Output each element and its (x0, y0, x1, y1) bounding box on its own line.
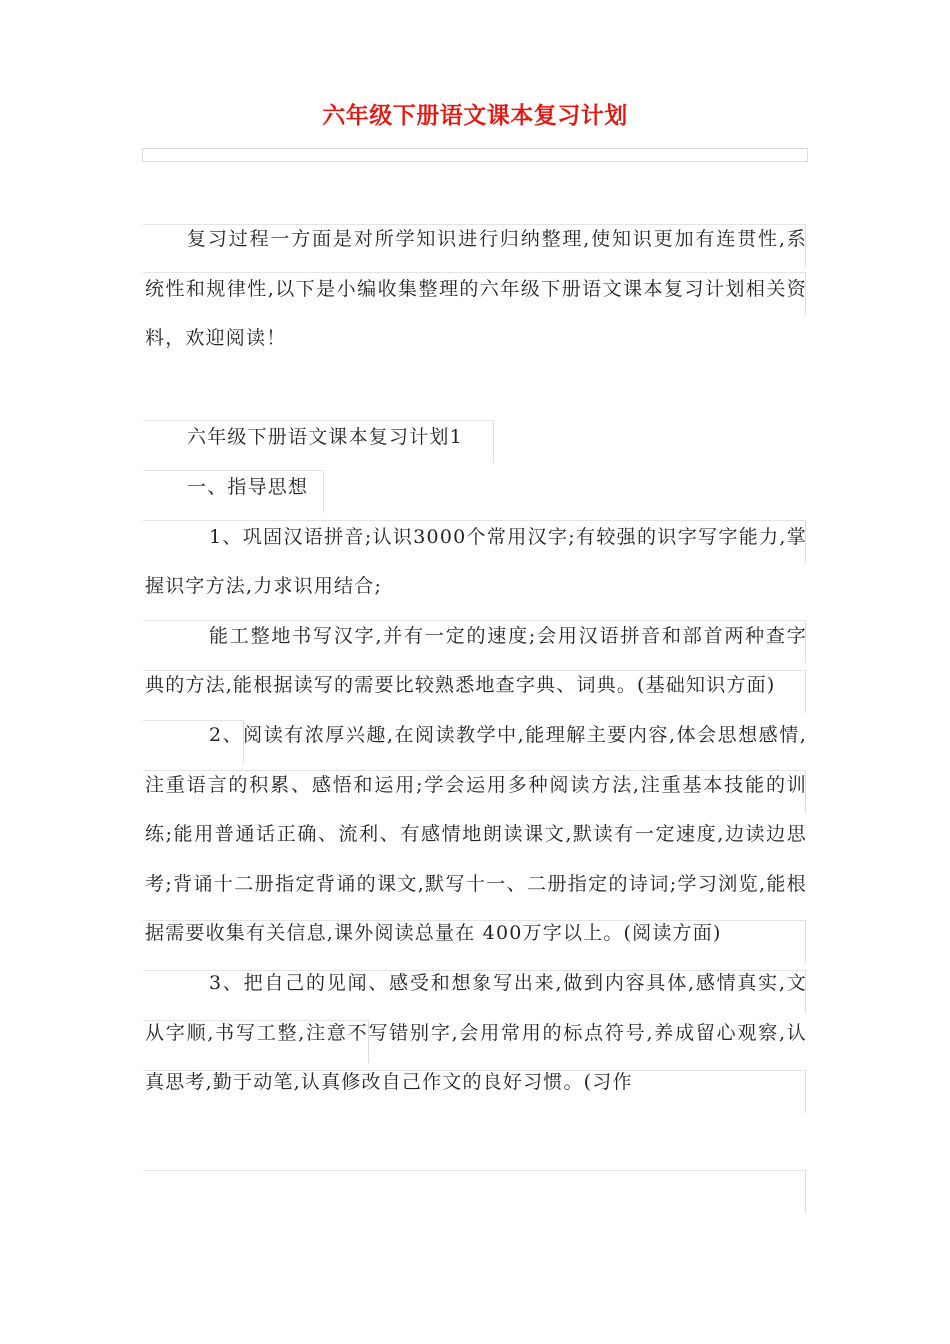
line-guide (143, 1170, 806, 1213)
body-paragraph: 能工整地书写汉字,并有一定的速度;会用汉语拼音和部首两种查字典的方法,能根据读写的需要比较熟悉地查字典、词典。(基础知识方面) (145, 624, 807, 697)
spacer (145, 364, 807, 414)
title-underline-box (142, 148, 808, 162)
document-body (145, 215, 807, 1108)
body-paragraph: 1、巩固汉语拼音;认识3000个常用汉字;有较强的识字写字能力,掌握识字方法,力求识用结合; (145, 525, 807, 598)
subheading: 一、指导思想 (187, 475, 309, 498)
body-paragraph: 2、阅读有浓厚兴趣,在阅读教学中,能理解主要内容,体会思想感情,注重语言的积累、感悟和运用;学会运用多种阅读方法,注重基本技能的训练;能用普通话正确、流利、有感情地朗读课文,默读有一定速度,边读边思考;背诵十二册指定背诵的课文,默写十一、二册指定的诗词;学习浏览,能根据需要收集有关信息,课外阅读总量在 400万字以上。(阅读方面) (145, 723, 807, 945)
page-title: 六年级下册语文课本复习计划 (322, 103, 628, 129)
body-paragraph: 3、把自己的见闻、感受和想象写出来,做到内容具体,感情真实,文从字顺,书写工整,注意不写错别字,会用常用的标点符号,养成留心观察,认真思考,勤于动笔,认真修改自己作文的良好习惯。(习作 (145, 971, 807, 1094)
section-heading: 六年级下册语文课本复习计划1 (187, 426, 463, 449)
intro-paragraph: 复习过程一方面是对所学知识进行归纳整理,使知识更加有连贯性,系统性和规律性,以下是小编收集整理的六年级下册语文课本复习计划相关资料，欢迎阅读！ (145, 228, 807, 350)
